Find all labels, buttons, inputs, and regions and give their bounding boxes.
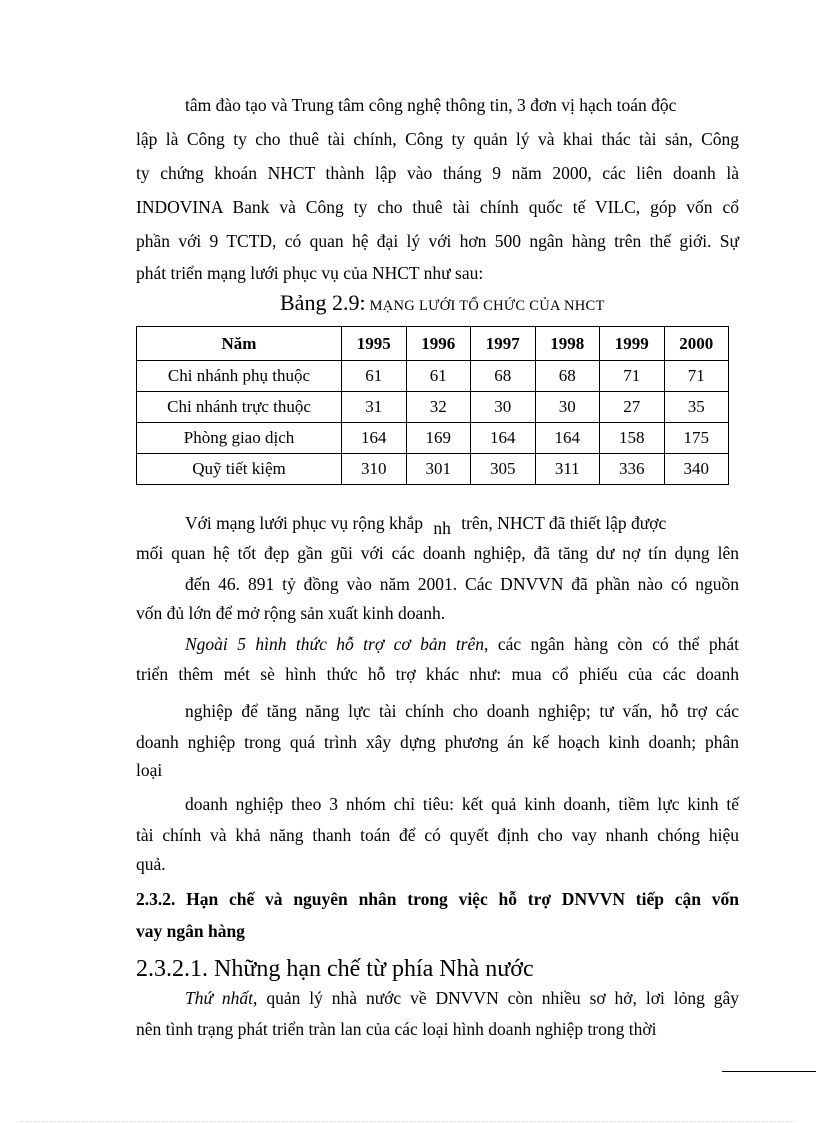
footnote-separator: [722, 1071, 816, 1072]
table-row-label: Chi nhánh trực thuộc: [137, 392, 342, 423]
table-row-label: Quỹ tiết kiệm: [137, 454, 342, 485]
table-cell: 311: [535, 454, 600, 485]
page-edge-divider: [20, 1121, 796, 1122]
table-header-row: [137, 327, 729, 361]
p2-line-1-b: nh: [433, 518, 451, 538]
p5-line-2: nên tình trạng phát triển tràn lan của các loại hình doanh nghiệp trong thời: [136, 1019, 657, 1039]
table-year: 1997: [471, 327, 536, 361]
table-caption-title: MẠNG LƯỚI TỔ CHỨC CỦA NHCT: [369, 298, 605, 314]
table-cell: 169: [406, 423, 471, 454]
p1-line-4: INDOVINA Bank và Công ty cho thuê tài chính quốc tế VILC, góp vốn cổ: [136, 197, 739, 217]
table-cell: 336: [600, 454, 665, 485]
p1-line-5: phần với 9 TCTD, có quan hệ đại lý với hơn 500 ngân hàng trên thế giới. Sự: [136, 231, 739, 251]
table-row: [137, 392, 729, 423]
p2-line-1-a: Với mạng lưới phục vụ rộng khắp: [185, 513, 423, 533]
p2-line-1-c: trên, NHCT đã thiết lập được: [461, 513, 667, 533]
p5-line-1: [185, 987, 739, 1009]
table-cell: 30: [471, 392, 536, 423]
table-year: 1999: [600, 327, 665, 361]
table-row: [137, 423, 729, 454]
table-cell: 71: [600, 361, 665, 392]
p1-line-3: ty chứng khoán NHCT thành lập vào tháng 9 năm 2000, các liên doanh là: [136, 163, 739, 183]
table-cell: 68: [471, 361, 536, 392]
table-row: [137, 361, 729, 392]
p4-line-2: tài chính và khả năng thanh toán để có quyết định cho vay nhanh chóng hiệu: [136, 825, 739, 845]
p1-line-6: phát triển mạng lưới phục vụ của NHCT như sau:: [136, 263, 484, 283]
table-cell: 35: [664, 392, 729, 423]
table-cell: 30: [535, 392, 600, 423]
p1-line-1: tâm đào tạo và Trung tâm công nghệ thông tin, 3 đơn vị hạch toán độc: [185, 95, 677, 115]
table-year: 1998: [535, 327, 600, 361]
p3-line-3: nghiệp để tăng năng lực tài chính cho doanh nghiệp; tư vấn, hỗ trợ các: [185, 701, 739, 721]
table-caption: [280, 290, 605, 316]
p4-line-1: doanh nghiệp theo 3 nhóm chỉ tiêu: kết quả kinh doanh, tiềm lực kinh tế: [185, 794, 739, 814]
p1-line-2: lập là Công ty cho thuê tài chính, Công ty quản lý và khai thác tài sản, Công: [136, 129, 739, 149]
table-header-label: Năm: [137, 327, 342, 361]
p5-line-1-italic: Thứ nhất: [185, 988, 254, 1008]
table-cell: 301: [406, 454, 471, 485]
table-cell: 31: [342, 392, 407, 423]
table-row: [137, 454, 729, 485]
table-cell: 27: [600, 392, 665, 423]
p3-line-1: [185, 633, 739, 655]
section-heading: 2.3.2. Hạn chế và nguyên nhân trong việc hỗ trợ DNVVN tiếp cận vốn: [136, 889, 739, 909]
p3-line-1-italic: Ngoài 5 hình thức hỗ trợ cơ bản trên: [185, 634, 485, 654]
table-cell: 310: [342, 454, 407, 485]
table-year: 1995: [342, 327, 407, 361]
p2-line-1: [185, 512, 667, 538]
table-row-label: Phòng giao dịch: [137, 423, 342, 454]
table-cell: 164: [342, 423, 407, 454]
table-cell: 340: [664, 454, 729, 485]
section-heading-cont: vay ngân hàng: [136, 921, 245, 941]
subsection-heading: 2.3.2.1. Những hạn chế từ phía Nhà nước: [136, 956, 534, 982]
table-cell: 61: [406, 361, 471, 392]
table-cell: 71: [664, 361, 729, 392]
p2-line-2: mối quan hệ tốt đẹp gần gũi với các doanh nghiệp, đã tăng dư nợ tín dụng lên: [136, 543, 739, 563]
p5-line-1-rest: , quản lý nhà nước về DNVVN còn nhiều sơ hở, lơi lỏng gây: [253, 988, 739, 1008]
table-cell: 164: [535, 423, 600, 454]
p2-line-4: vốn đủ lớn để mở rộng sản xuất kinh doanh.: [136, 603, 446, 623]
table-cell: 175: [664, 423, 729, 454]
table-cell: 158: [600, 423, 665, 454]
table-cell: 305: [471, 454, 536, 485]
network-table: [136, 326, 729, 485]
table-cell: 32: [406, 392, 471, 423]
p3-line-5: loại: [136, 760, 163, 780]
table-year: 2000: [664, 327, 729, 361]
p2-line-3: đến 46. 891 tỷ đồng vào năm 2001. Các DNVVN đã phần nào có nguồn: [185, 574, 739, 594]
p4-line-3: quả.: [136, 854, 166, 874]
table-caption-prefix: Bảng 2.9:: [280, 290, 366, 315]
table-cell: 68: [535, 361, 600, 392]
table-cell: 164: [471, 423, 536, 454]
table-row-label: Chi nhánh phụ thuộc: [137, 361, 342, 392]
p3-line-4: doanh nghiệp trong quá trình xây dựng phương án kế hoạch kinh doanh; phân: [136, 732, 739, 752]
table-year: 1996: [406, 327, 471, 361]
table-cell: 61: [342, 361, 407, 392]
p3-line-2: triển thêm mét sè hình thức hỗ trợ khác như: mua cổ phiếu của các doanh: [136, 664, 739, 684]
p3-line-1-rest: , các ngân hàng còn có thể phát: [484, 634, 739, 654]
